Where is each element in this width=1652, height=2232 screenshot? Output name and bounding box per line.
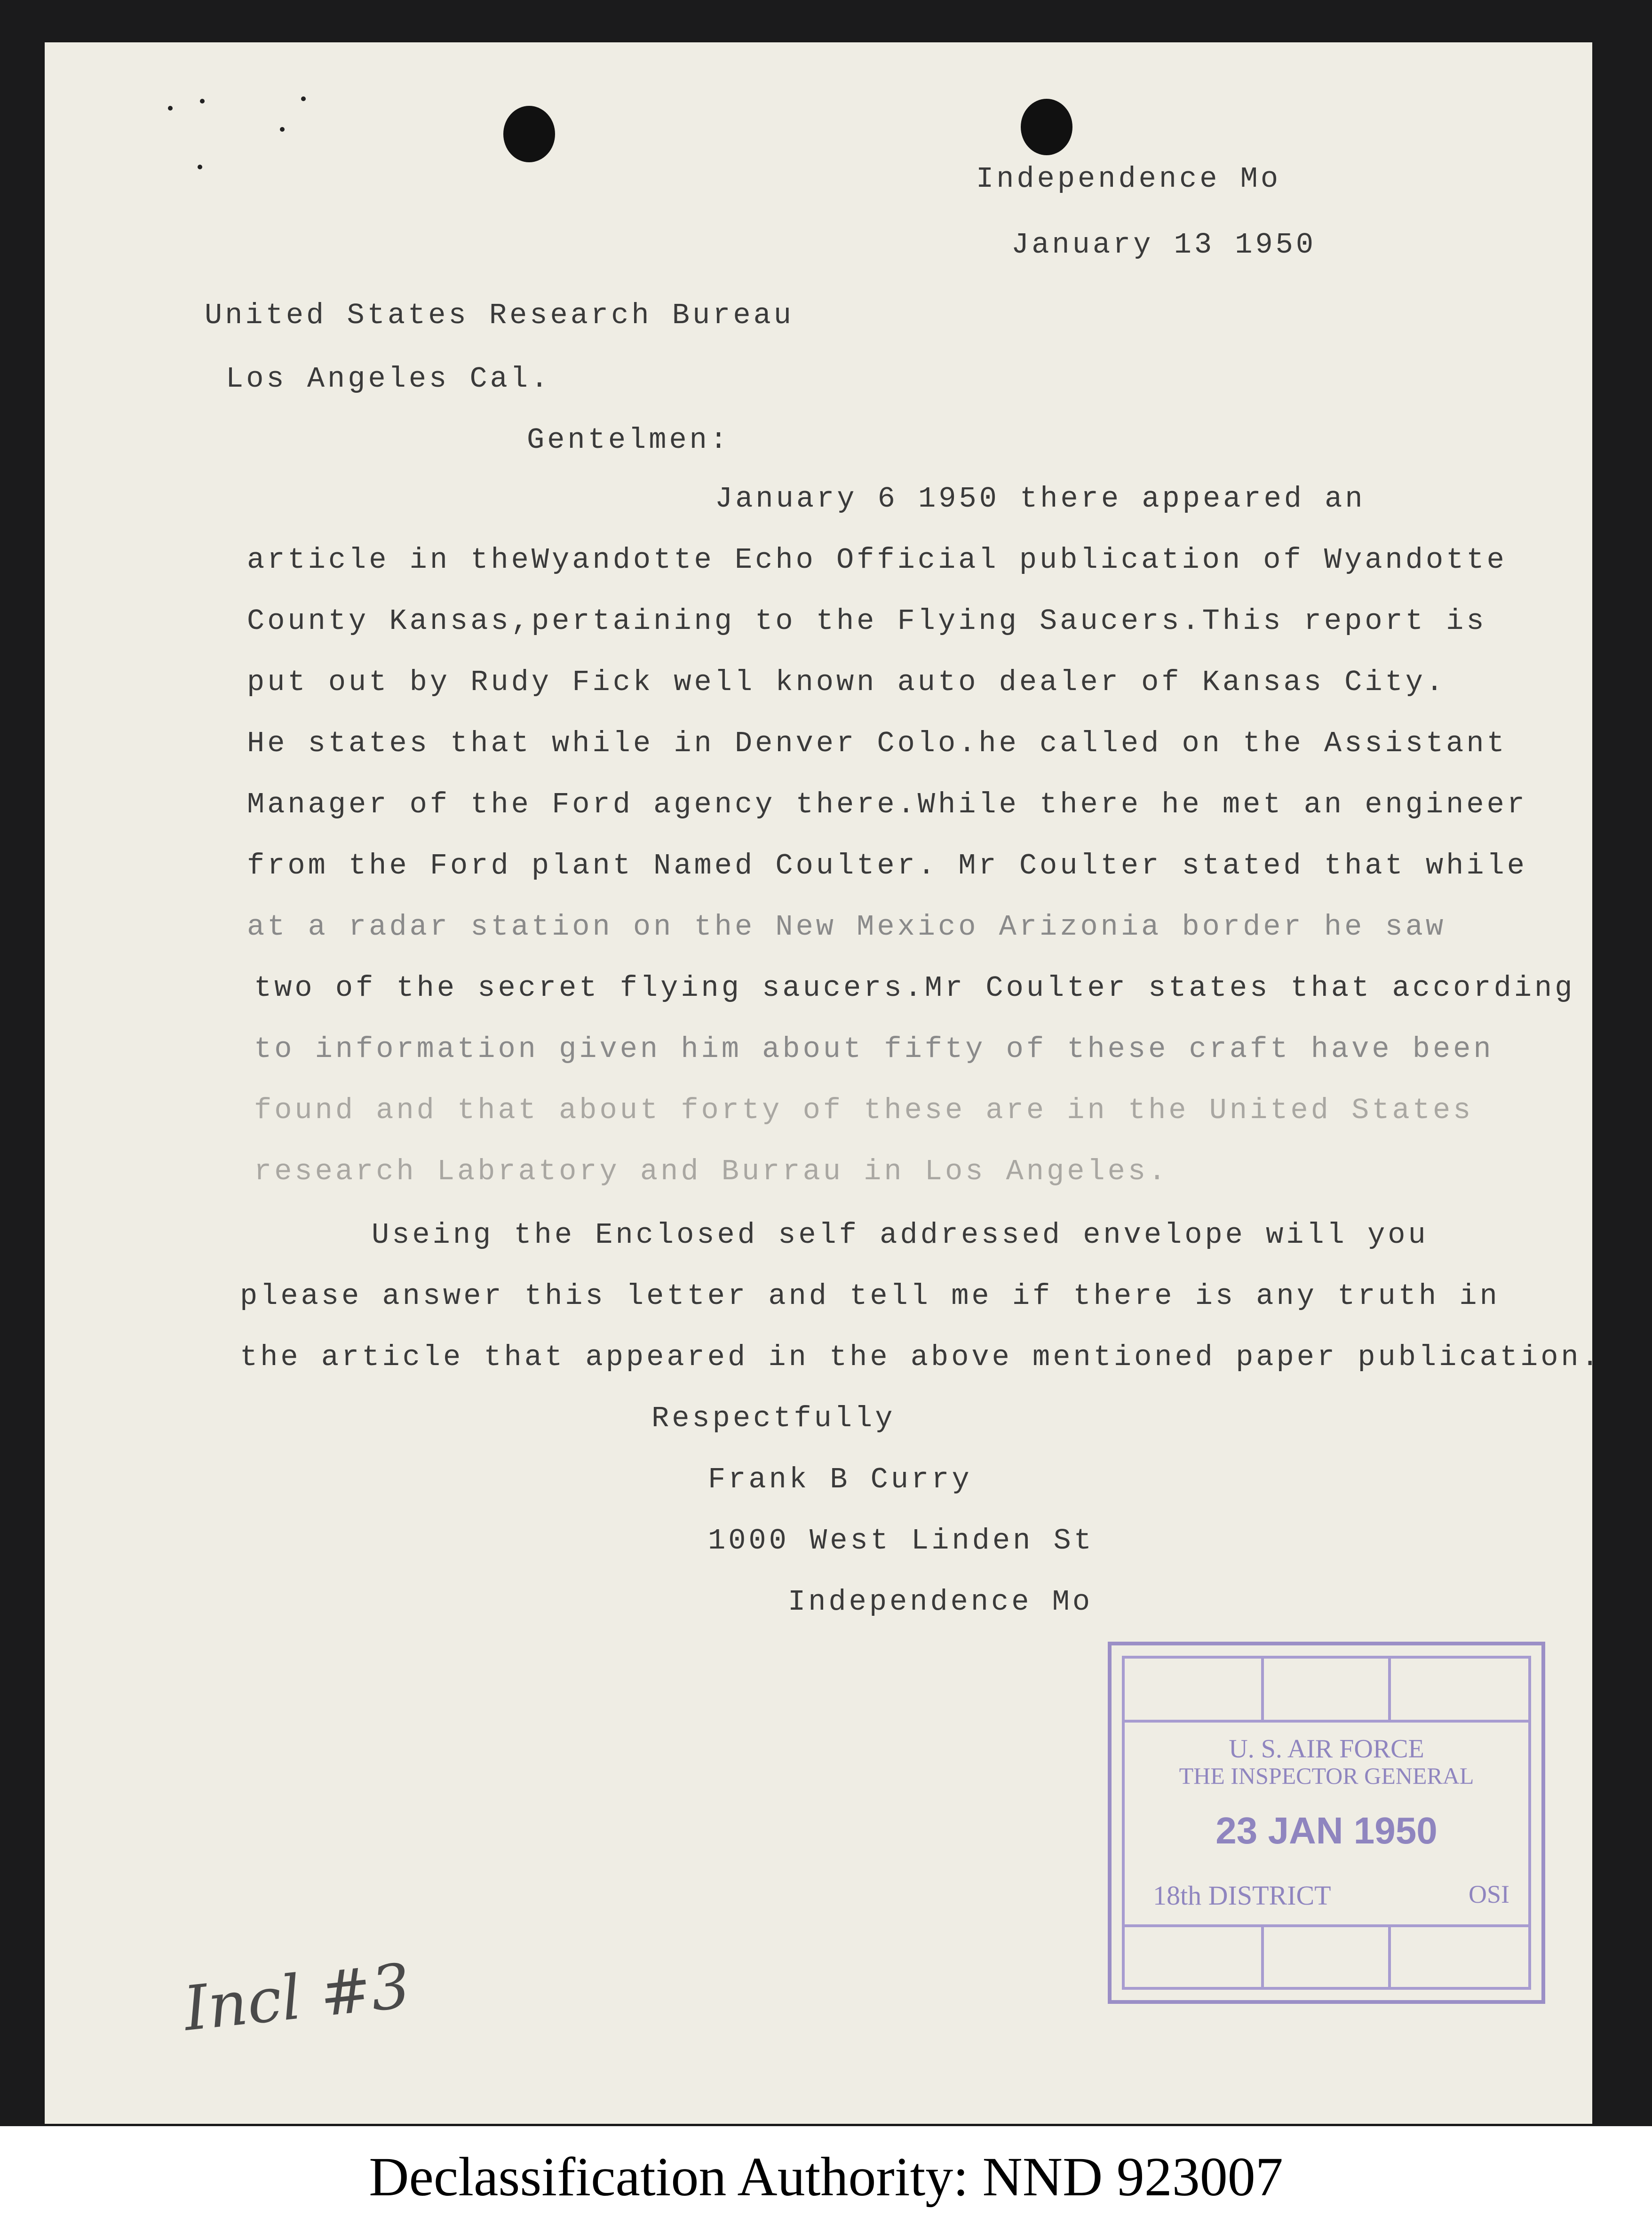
body-line: please answer this letter and tell me if there is any truth in <box>240 1279 1500 1313</box>
paper-speck <box>280 127 285 132</box>
stamp-rule <box>1125 1720 1528 1723</box>
body-line: research Labratory and Burrau in Los Angeles. <box>254 1155 1169 1188</box>
stamp-date: 23 JAN 1950 <box>1215 1810 1438 1851</box>
stamp-cell-divider <box>1261 1924 1264 1987</box>
body-line: put out by Rudy Fick well known auto dealer of Kansas City. <box>247 666 1446 699</box>
stamp-rule <box>1125 1924 1528 1927</box>
letter-date: January 13 1950 <box>1011 228 1317 262</box>
punch-hole-right <box>1021 99 1072 155</box>
recipient-name: United States Research Bureau <box>205 299 794 332</box>
declassification-footer: Declassification Authority: NND 923007 <box>369 2146 1283 2208</box>
stamp-cell-divider <box>1388 1924 1391 1987</box>
letter-page <box>45 42 1602 2124</box>
body-line: Useing the Enclosed self addressed envelope will you <box>372 1218 1429 1252</box>
signer-street: 1000 West Linden St <box>708 1524 1094 1557</box>
body-line: from the Ford plant Named Coulter. Mr Coulter stated that while <box>247 849 1527 882</box>
body-line: found and that about forty of these are in the United States <box>254 1094 1474 1127</box>
body-line: two of the secret flying saucers.Mr Coulter states that according <box>254 971 1575 1005</box>
stamp-cell-divider <box>1261 1659 1264 1720</box>
body-line: article in theWyandotte Echo Official publication of Wyandotte <box>247 543 1507 577</box>
stamp-line-2: THE INSPECTOR GENERAL <box>1179 1763 1474 1789</box>
signer-city: Independence Mo <box>788 1585 1093 1619</box>
body-line: January 6 1950 there appeared an <box>715 482 1366 516</box>
stamp-inner-frame <box>1122 1656 1531 1990</box>
paper-speck <box>168 106 173 111</box>
body-line: to information given him about fifty of these craft have been <box>254 1033 1494 1066</box>
paper-speck <box>198 165 202 169</box>
body-line: County Kansas,pertaining to the Flying Saucers.This report is <box>247 604 1487 638</box>
received-stamp <box>1108 1642 1545 2004</box>
recipient-city: Los Angeles Cal. <box>226 362 551 396</box>
handwritten-note: Incl #3 <box>180 1950 414 2045</box>
salutation: Gentelmen: <box>527 423 731 457</box>
stamp-office: OSI <box>1468 1880 1509 1908</box>
body-line: at a radar station on the New Mexico Arizonia border he saw <box>247 910 1446 944</box>
stamp-line-1: U. S. AIR FORCE <box>1229 1734 1424 1763</box>
stamp-cell-divider <box>1388 1659 1391 1720</box>
body-line: He states that while in Denver Colo.he called on the Assistant <box>247 727 1507 760</box>
body-line: Manager of the Ford agency there.While there he met an engineer <box>247 788 1527 821</box>
letter-place: Independence Mo <box>976 162 1281 196</box>
closing: Respectfully <box>651 1402 896 1435</box>
punch-hole-left <box>503 106 555 162</box>
paper-speck <box>301 96 306 101</box>
stamp-district: 18th DISTRICT <box>1153 1880 1331 1911</box>
body-line: the article that appeared in the above mentioned paper publication. <box>240 1341 1602 1374</box>
paper-speck <box>200 99 205 103</box>
signer-name: Frank B Curry <box>708 1463 972 1496</box>
